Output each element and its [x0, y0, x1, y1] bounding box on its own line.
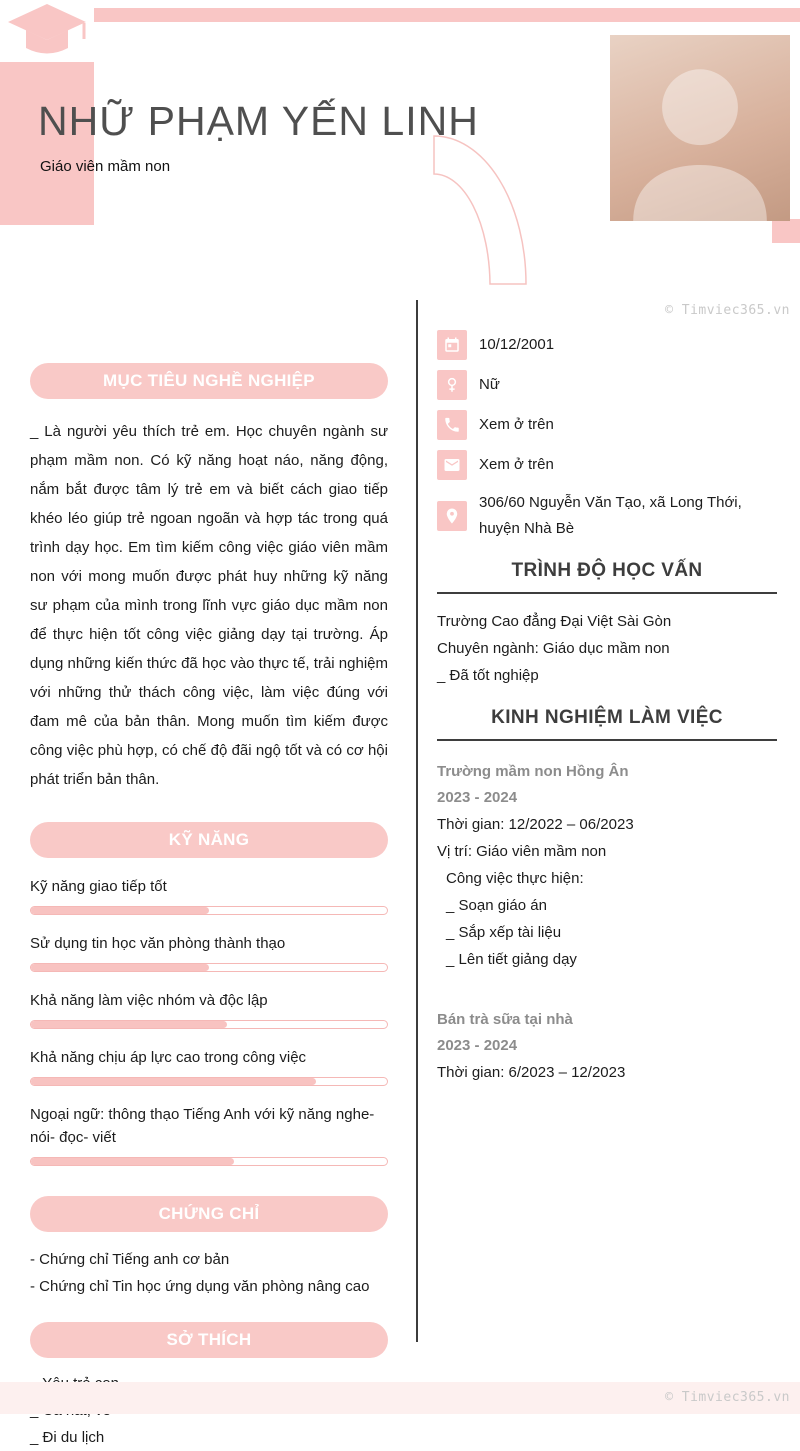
- section-header-skills: KỸ NĂNG: [30, 822, 388, 858]
- email-icon: [437, 450, 467, 480]
- skill-progress-track: [30, 1077, 388, 1086]
- objective-text: _ Là người yêu thích trẻ em. Học chuyên ngành sư phạm mầm non. Có kỹ năng hoạt náo, năng động, nắm bắt được tâm lý trẻ em và biết cách giao tiếp khéo léo giúp trẻ ngoan ngoãn và hợp tác trong quá trình dạy học. Em tìm kiếm công việc giáo viên mầm non với mong muốn được phát huy những kỹ năng sư phạm của mình trong lĩnh vực giáo dục mầm non để thực hiện tốt công việc giảng dạy tại trường. Áp dụng những kiến thức đã học vào thực tế, trải nghiệm với những thử thách công việc, làm việc đúng với đam mê của bản thân. Mong muốn tìm kiếm được công việc phù hợp, có chế độ đãi ngộ tốt và có cơ hội phát triển bản thân.: [30, 423, 388, 788]
- contact-row: [437, 370, 777, 400]
- education-status: _ Đã tốt nghiệp: [437, 667, 539, 684]
- graduation-cap-icon: [6, 2, 88, 69]
- skill-item: [30, 932, 388, 972]
- location-icon: [437, 501, 467, 531]
- skill-progress-track: [30, 1157, 388, 1166]
- skill-label: Kỹ năng giao tiếp tốt: [30, 878, 167, 895]
- skill-progress-fill: [31, 1021, 227, 1028]
- skill-label: Ngoại ngữ: thông thạo Tiếng Anh với kỹ năng nghe- nói- đọc- viết: [30, 1106, 375, 1146]
- education-school: Trường Cao đẳng Đại Việt Sài Gòn: [437, 613, 672, 630]
- skill-label: Sử dụng tin học văn phòng thành thạo: [30, 935, 286, 952]
- certificate-item: - Chứng chỉ Tiếng anh cơ bản: [30, 1251, 230, 1268]
- section-header-hobbies: SỞ THÍCH: [30, 1322, 388, 1358]
- section-header-objective: MỤC TIÊU NGHỀ NGHIỆP: [30, 363, 388, 399]
- job-name: Trường mầm non Hồng Ân: [437, 763, 629, 780]
- watermark-bottom: © Timviec365.vn: [665, 1390, 790, 1405]
- education-underline: [437, 592, 777, 594]
- job-task-item: _ Sắp xếp tài liệu: [446, 924, 562, 941]
- section-header-certificates: CHỨNG CHỈ: [30, 1196, 388, 1232]
- experience-underline: [437, 739, 777, 741]
- contact-row: [437, 330, 777, 360]
- candidate-name: NHỮ PHẠM YẾN LINH: [38, 98, 479, 144]
- certificate-item: - Chứng chỉ Tin học ứng dụng văn phòng nâng cao: [30, 1278, 370, 1295]
- skill-item: [30, 1046, 388, 1086]
- section-header-education: TRÌNH ĐỘ HỌC VẤN: [511, 560, 703, 581]
- education-block: [437, 608, 777, 689]
- profile-photo: [610, 35, 790, 221]
- birth-date: 10/12/2001: [479, 336, 555, 353]
- skill-progress-track: [30, 1020, 388, 1029]
- job-time: Thời gian: 6/2023 – 12/2023: [437, 1064, 626, 1081]
- column-divider: [416, 300, 418, 1342]
- watermark-top: © Timviec365.vn: [665, 303, 790, 318]
- hobby-item: _ Đi du lịch: [30, 1429, 105, 1446]
- job-position: Vị trí: Giáo viên mầm non: [437, 843, 607, 860]
- arc-decoration: [428, 132, 530, 295]
- right-column: [437, 330, 777, 1086]
- phone-value: Xem ở trên: [479, 416, 554, 433]
- certificate-list: [30, 1246, 388, 1300]
- job-years: 2023 - 2024: [437, 1037, 518, 1054]
- job-name: Bán trà sữa tại nhà: [437, 1011, 573, 1028]
- footer-bar: [0, 1382, 800, 1414]
- contact-row: [437, 450, 777, 480]
- calendar-icon: [437, 330, 467, 360]
- right-accent-square: [772, 219, 800, 243]
- skill-label: Khả năng làm việc nhóm và độc lập: [30, 992, 268, 1009]
- top-accent-bar: [94, 8, 800, 22]
- job-task-item: _ Soạn giáo án: [446, 897, 547, 914]
- skill-progress-track: [30, 963, 388, 972]
- skill-progress-fill: [31, 964, 209, 971]
- phone-icon: [437, 410, 467, 440]
- job-task-block: [437, 865, 777, 973]
- experience-entry: [437, 759, 777, 973]
- section-header-experience: KINH NGHIỆM LÀM VIỆC: [491, 707, 723, 728]
- left-column: [30, 363, 388, 1451]
- skill-item: [30, 1103, 388, 1166]
- address-value: 306/60 Nguyễn Văn Tạo, xã Long Thới, huyện Nhà Bè: [479, 494, 742, 537]
- gender-value: Nữ: [479, 376, 500, 393]
- job-tasks-label: Công việc thực hiện:: [446, 870, 584, 887]
- skill-progress-fill: [31, 1078, 316, 1085]
- job-time: Thời gian: 12/2022 – 06/2023: [437, 816, 634, 833]
- education-major: Chuyên ngành: Giáo dục mầm non: [437, 640, 670, 657]
- skill-label: Khả năng chịu áp lực cao trong công việc: [30, 1049, 307, 1066]
- person-silhouette-icon: [610, 35, 790, 221]
- gender-icon: [437, 370, 467, 400]
- skill-progress-fill: [31, 907, 209, 914]
- contact-row: [437, 490, 777, 542]
- job-task-item: _ Lên tiết giảng dạy: [446, 951, 577, 968]
- skill-item: [30, 875, 388, 915]
- job-years: 2023 - 2024: [437, 789, 518, 806]
- job-title: Giáo viên mầm non: [40, 158, 171, 175]
- skill-progress-track: [30, 906, 388, 915]
- skill-item: [30, 989, 388, 1029]
- contact-row: [437, 410, 777, 440]
- email-value: Xem ở trên: [479, 456, 554, 473]
- skill-progress-fill: [31, 1158, 234, 1165]
- experience-entry: [437, 1007, 777, 1086]
